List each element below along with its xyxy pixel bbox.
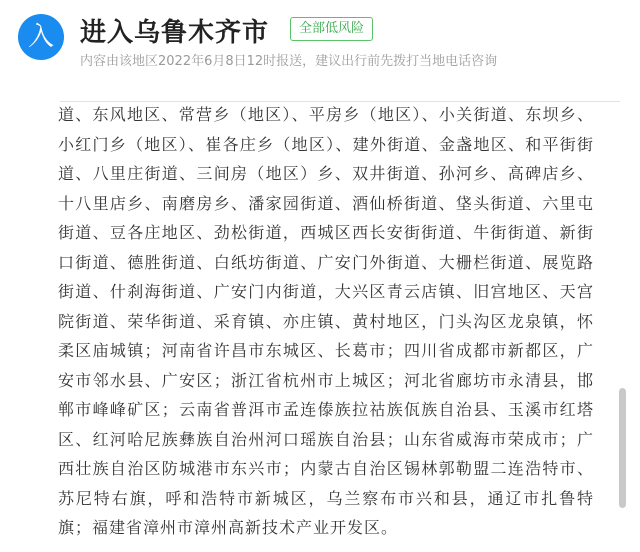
- risk-area-content[interactable]: [58, 100, 594, 550]
- page-title: 进入乌鲁木齐市: [80, 18, 270, 48]
- scrollbar-thumb[interactable]: [619, 388, 626, 508]
- risk-level-badge: 全部低风险: [290, 17, 373, 41]
- risk-area-list-text: 道、东风地区、常营乡（地区）、平房乡（地区）、小关街道、东坝乡、小红门乡（地区）、崔各庄乡（地区）、建外街道、金盏地区、和平街街道、八里庄街道、三间房（地区）乡、双井街道、孙河乡、高碑店乡、十八里店乡、南磨房乡、潘家园街道、酒仙桥街道、垡头街道、六里屯街道、豆各庄地区、劲松街道，西城区西长安街街道、牛街街道、新街口街道、德胜街道、白纸坊街道、广安门外街道、大栅栏街道、展览路街道、什刹海街道、广安门内街道，大兴区青云店镇、旧宫地区、天宫院街道、荣华街道、采育镇、亦庄镇、黄村地区，门头沟区龙泉镇，怀柔区庙城镇；河南省许昌市东城区、长葛市；四川省成都市新都区，广安市邻水县、广安区；浙江省杭州市上城区；河北省廊坊市永清县，邯郸市峰峰矿区；云南省普洱市孟连傣族拉祜族佤族自治县、玉溪市红塔区、红河哈尼族彝族自治州河口瑶族自治县；山东省威海市荣成市；广西壮族自治区防城港市东兴市；内蒙古自治区锡林郭勒盟二连浩特市、苏尼特右旗，呼和浩特市新城区，乌兰察布市兴和县，通辽市扎鲁特旗；福建省漳州市漳州高新技术产业开发区。: [58, 105, 594, 537]
- city-header: [0, 0, 640, 96]
- entry-icon: 入: [18, 14, 64, 60]
- report-source-note: 内容由该地区2022年6月8日12时报送，建议出行前先拨打当地电话咨询: [80, 54, 498, 69]
